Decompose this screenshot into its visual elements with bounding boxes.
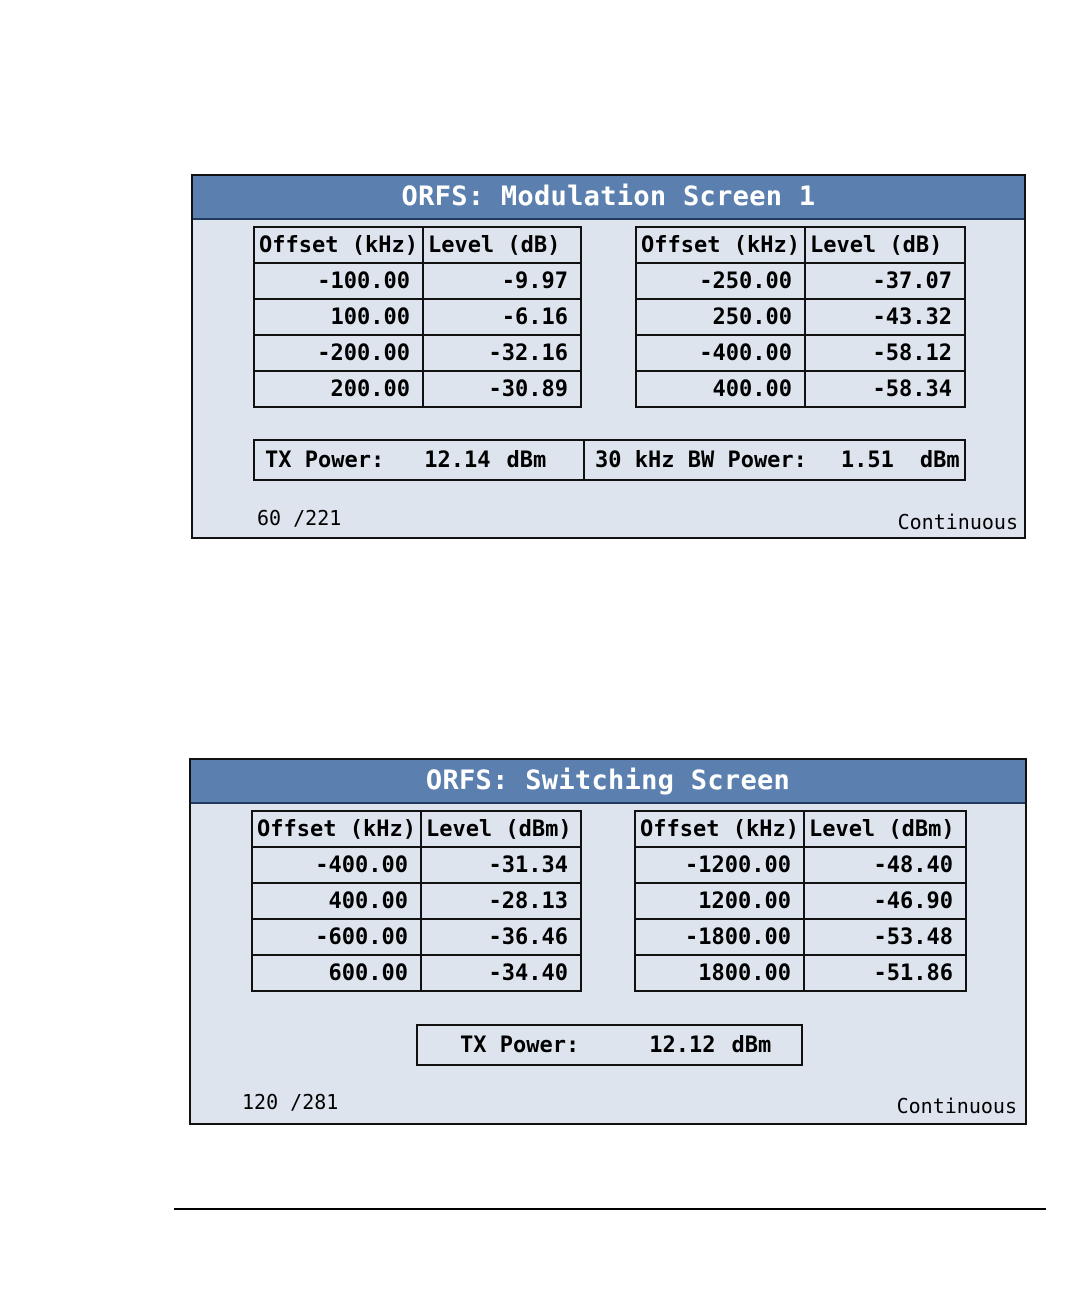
tx-power-value: 12.12 [649, 1032, 716, 1058]
tx-power-value: 12.14 [424, 447, 491, 473]
table-row [636, 263, 965, 299]
level-cell: -51.86 [804, 955, 966, 991]
orfs-switching-screen [189, 758, 1027, 1125]
offset-cell: -100.00 [254, 263, 423, 299]
table-row [635, 883, 966, 919]
screen-title: ORFS: Modulation Screen 1 [193, 176, 1024, 220]
power-summary-bar [253, 439, 966, 481]
table-row [252, 919, 581, 955]
level-cell: -32.16 [423, 335, 581, 371]
table-row [252, 883, 581, 919]
trigger-mode: Continuous [897, 510, 1018, 534]
level-cell: -46.90 [804, 883, 966, 919]
offset-cell: -600.00 [252, 919, 421, 955]
screen-title: ORFS: Switching Screen [191, 760, 1025, 804]
table-row [254, 299, 581, 335]
header-level: Level (dBm) [804, 811, 966, 847]
offset-cell: -250.00 [636, 263, 805, 299]
header-level: Level (dB) [423, 227, 581, 263]
level-cell: -48.40 [804, 847, 966, 883]
table-row [252, 955, 581, 991]
offset-cell: 600.00 [252, 955, 421, 991]
offset-cell: -1800.00 [635, 919, 804, 955]
bw-power-value: 1.51 [840, 447, 894, 473]
offset-cell: 1200.00 [635, 883, 804, 919]
offset-cell: 1800.00 [635, 955, 804, 991]
table-row [636, 299, 965, 335]
offset-cell: -400.00 [636, 335, 805, 371]
level-cell: -30.89 [423, 371, 581, 407]
header-offset: Offset (kHz) [636, 227, 805, 263]
header-offset: Offset (kHz) [254, 227, 423, 263]
tx-power-unit: dBm [731, 1032, 772, 1058]
offset-cell: -1200.00 [635, 847, 804, 883]
level-cell: -34.40 [421, 955, 581, 991]
offset-cell: 100.00 [254, 299, 423, 335]
modulation-left-table [253, 226, 582, 408]
offset-cell: -200.00 [254, 335, 423, 371]
level-cell: -36.46 [421, 919, 581, 955]
offset-cell: 400.00 [252, 883, 421, 919]
level-cell: -37.07 [805, 263, 965, 299]
table-header-row [635, 811, 966, 847]
measurement-count: 60 /221 [257, 506, 342, 530]
modulation-right-table [635, 226, 966, 408]
tx-power-readout [255, 441, 583, 479]
table-row [254, 263, 581, 299]
power-summary-bar [416, 1024, 803, 1066]
offset-cell: -400.00 [252, 847, 421, 883]
trigger-mode: Continuous [896, 1094, 1017, 1118]
header-level: Level (dB) [805, 227, 965, 263]
level-cell: -6.16 [423, 299, 581, 335]
tx-power-label: TX Power: [460, 1032, 580, 1058]
header-offset: Offset (kHz) [635, 811, 804, 847]
tx-power-label: TX Power: [265, 447, 385, 473]
orfs-modulation-screen [191, 174, 1026, 539]
level-cell: -28.13 [421, 883, 581, 919]
table-row [636, 335, 965, 371]
table-header-row [254, 227, 581, 263]
table-row [635, 847, 966, 883]
tx-power-unit: dBm [506, 447, 547, 473]
level-cell: -58.34 [805, 371, 965, 407]
tx-power-readout [418, 1026, 801, 1064]
header-offset: Offset (kHz) [252, 811, 421, 847]
page-divider [174, 1208, 1046, 1210]
bw-power-unit: dBm [919, 447, 960, 473]
table-row [254, 371, 581, 407]
level-cell: -31.34 [421, 847, 581, 883]
level-cell: -58.12 [805, 335, 965, 371]
switching-left-table [251, 810, 582, 992]
level-cell: -9.97 [423, 263, 581, 299]
table-header-row [636, 227, 965, 263]
level-cell: -43.32 [805, 299, 965, 335]
table-row [635, 955, 966, 991]
switching-right-table [634, 810, 967, 992]
table-row [636, 371, 965, 407]
bw-power-label: 30 kHz BW Power: [595, 447, 807, 473]
offset-cell: 250.00 [636, 299, 805, 335]
level-cell: -53.48 [804, 919, 966, 955]
table-header-row [252, 811, 581, 847]
offset-cell: 400.00 [636, 371, 805, 407]
header-level: Level (dBm) [421, 811, 581, 847]
table-row [252, 847, 581, 883]
measurement-count: 120 /281 [242, 1090, 339, 1114]
offset-cell: 200.00 [254, 371, 423, 407]
table-row [254, 335, 581, 371]
bw-power-readout [583, 441, 964, 479]
table-row [635, 919, 966, 955]
